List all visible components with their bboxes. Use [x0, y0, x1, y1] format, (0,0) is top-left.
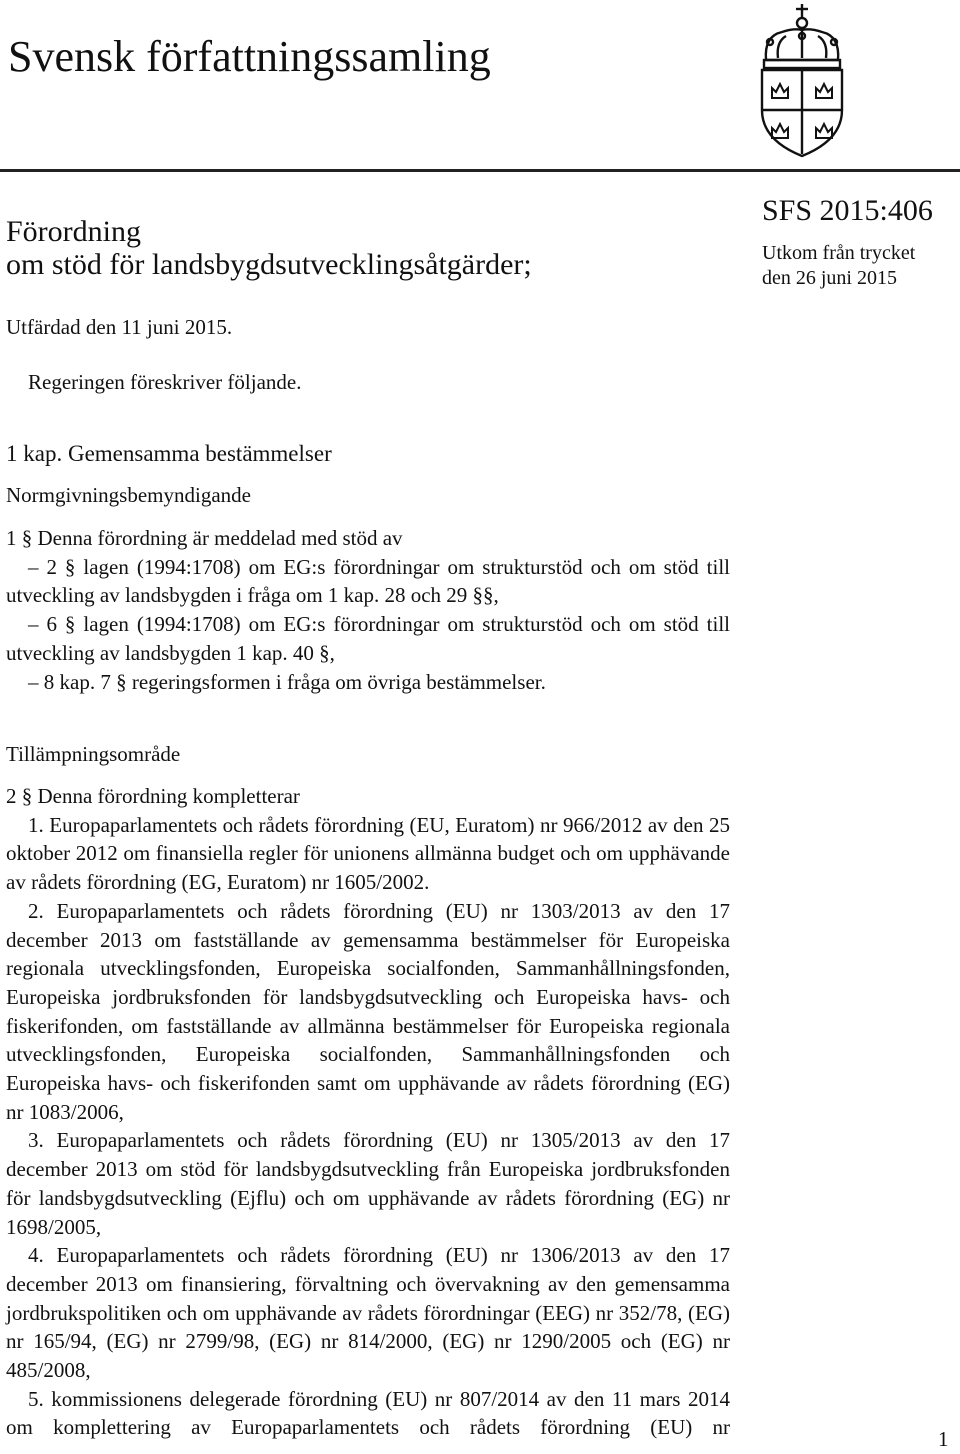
section-heading-tillampning: Tillämpningsområde	[6, 742, 181, 766]
section-2-item: 3. Europaparlamentets och rådets förordning (EU) nr 1305/2013 av den 17 december 2013 om stöd för landsbygdsutveckling från Europeiska jordbruksfonden för landsbygdsutveckling (Ejflu) och om upphävande av rådets förordning (EG) nr 1698/2005,	[6, 1128, 730, 1239]
section-1-item: – 6 § lagen (1994:1708) om EG:s förordningar om strukturstöd och om stöd till utveckling av landsbygden 1 kap. 40 §,	[6, 612, 730, 665]
crown-crest-icon	[756, 2, 848, 160]
intro-sentence: Regeringen föreskriver följande.	[28, 370, 302, 394]
chapter-heading: 1 kap. Gemensamma bestämmelser	[6, 441, 332, 466]
section-1-item: – 8 kap. 7 § regeringsformen i fråga om övriga bestämmelser.	[28, 669, 546, 694]
collection-title: Svensk författningssamling	[8, 32, 491, 81]
sfs-number: SFS 2015:406	[762, 194, 933, 227]
release-line2: den 26 juni 2015	[762, 267, 897, 289]
section-2-body	[6, 782, 730, 1442]
header-rule	[0, 169, 960, 172]
section-2-item: 1. Europaparlamentets och rådets förordning (EU, Euratom) nr 966/2012 av den 25 oktober 2012 om finansiella regler för unionens allmänna budget och om upphävande av rådets förordning (EG, Euratom) nr 1605/2002.	[6, 812, 730, 895]
section-2-item: 5. kommissionens delegerade förordning (EU) nr 807/2014 av den 11 mars 2014 om komplettering av Europaparlamentets och rådets förordning (EU) nr	[6, 1386, 730, 1440]
document-title	[6, 215, 532, 281]
section-1-paragraph: 1 § Denna förordning är meddelad med stöd av	[6, 526, 403, 550]
release-line1: Utkom från trycket	[762, 242, 916, 264]
section-2-paragraph: 2 § Denna förordning kompletterar	[6, 784, 300, 808]
issued-date: Utfärdad den 11 juni 2015.	[6, 315, 233, 339]
section-2-item: 2. Europaparlamentets och rådets förordning (EU) nr 1303/2013 av den 17 december 2013 om fastställande av gemensamma bestämmelser för Europeiska regionala utvecklingsfonden, Europeiska socialfonden, Sammanhållningsfonden, Europeiska jordbruksfonden för landsbygdsutveckling och Europeiska havs- och fiskerifonden, om fastställande av allmänna bestämmelser för Europeiska regionala utvecklingsfonden, Europeiska socialfonden, Sammanhållningsfonden och Europeiska havs- och fiskerifonden samt om upphävande av rådets förordning (EG) nr 1083/2006,	[6, 898, 730, 1124]
section-heading-normgivning: Normgivningsbemyndigande	[6, 483, 251, 507]
section-2-item: 4. Europaparlamentets och rådets förordning (EU) nr 1306/2013 av den 17 december 2013 om finansiering, förvaltning och övervakning av den gemensamma jordbrukspolitiken och om upphävande av rådets förordningar (EEG) nr 352/78, (EG) nr 165/94, (EG) nr 2799/98, (EG) nr 814/2000, (EG) nr 1290/2005 och (EG) nr 485/2008,	[6, 1243, 730, 1383]
document-title-line1: Förordning	[6, 215, 141, 248]
release-info	[762, 241, 915, 291]
document-title-line2: om stöd för landsbygdsutvecklingsåtgärder;	[6, 248, 532, 281]
page-number: 1	[938, 1427, 949, 1451]
section-1-item: – 2 § lagen (1994:1708) om EG:s förordningar om strukturstöd och om stöd till utveckling av landsbygden i fråga om 1 kap. 28 och 29 §§,	[6, 554, 730, 608]
section-1-body	[6, 524, 730, 696]
